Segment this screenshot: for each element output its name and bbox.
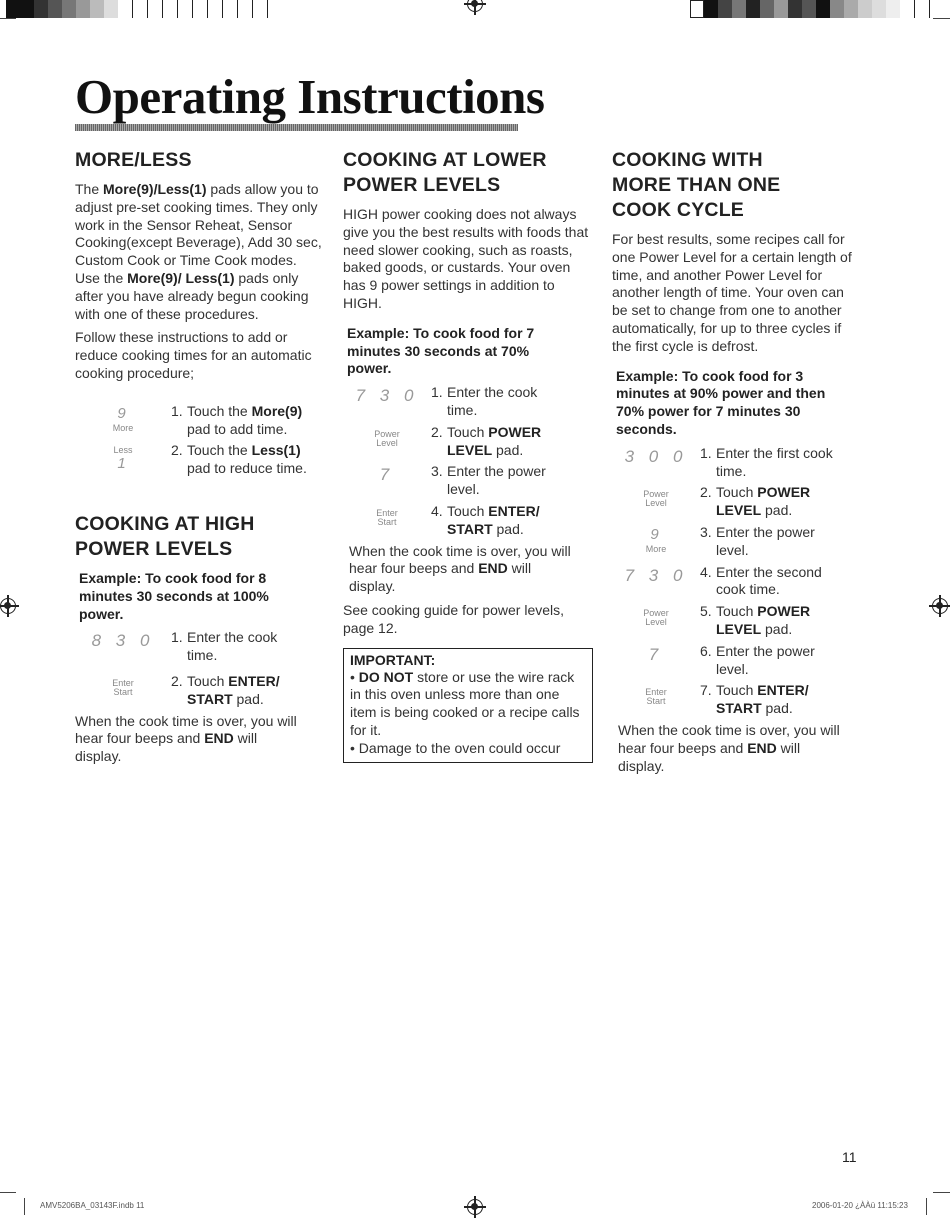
high-power-after: When the cook time is over, you will hear four beeps and END will display. <box>75 712 297 765</box>
more-less-intro: The More(9)/Less(1) pads allow you to adjust pre-set cooking times. They only work in the Sensor Reheat, Sensor Cooking(except Beverage), Add 30 sec, Custom Cook or Time Cook modes. Use the More(9)/ Less(1) pads only after you have already begun cooking with one of these procedures. <box>75 181 322 322</box>
high-power-step-1: 8 3 0 1. Enter the cook time. <box>75 629 325 665</box>
multi-cycle-after: When the cook time is over, you will hear four beeps and END will display. <box>618 721 840 774</box>
more-less-step-2: Less 1 2. Touch the Less(1) pad to reduce time. <box>75 442 325 478</box>
column-middle <box>343 148 593 763</box>
crop-mark <box>933 1192 950 1193</box>
important-item-2: • Damage to the oven could occur <box>350 739 561 756</box>
digit-7-icon: 7 <box>648 644 664 664</box>
registration-mark-icon <box>0 598 16 614</box>
multi-cycle-step-5: Power Level 5. Touch POWER LEVEL pad. <box>612 603 862 639</box>
multi-cycle-heading: COOKING WITH MORE THAN ONE COOK CYCLE <box>612 149 781 221</box>
lower-power-intro: HIGH power cooking does not always give you the best results with foods that need slower cooking, such as roasts, baked goods, or custards. Your oven has 9 power settings in addition to HIGH. <box>343 206 589 311</box>
footer-file-info: AMV5206BA_03143F.indb 11 <box>40 1201 145 1210</box>
page-title: Operating Instructions <box>75 69 545 124</box>
high-power-step-2: Enter Start 2. Touch ENTER/ START pad. <box>75 673 325 709</box>
crop-mark <box>24 1198 25 1215</box>
registration-mark-icon <box>467 1199 483 1215</box>
more-less-heading: MORE/LESS <box>75 149 192 171</box>
multi-cycle-step-4: 7 3 0 4. Enter the second cook time. <box>612 564 862 600</box>
multi-cycle-step-6: 7 6. Enter the power level. <box>612 643 862 679</box>
crop-mark <box>926 1198 927 1215</box>
multi-cycle-intro: For best results, some recipes call for one Power Level for a certain length of time, and another Power Level for another length of time. Your oven can be set to change from one to another automatically, for up to three cycles if the first cycle is defrost. <box>612 231 852 354</box>
lower-power-step-1: 7 3 0 1. Enter the cook time. <box>343 384 593 420</box>
multi-cycle-step-1: 3 0 0 1. Enter the first cook time. <box>612 445 862 481</box>
lower-power-step-2: Power Level 2. Touch POWER LEVEL pad. <box>343 424 593 460</box>
important-heading: IMPORTANT: <box>350 651 436 668</box>
title-rule <box>75 124 518 131</box>
less-pad-icon: Less 1 <box>113 445 133 473</box>
color-bar-right <box>690 0 930 18</box>
crop-mark <box>0 18 16 19</box>
digits-730-icon: 7 3 0 <box>624 565 688 585</box>
page-number: 11 <box>842 1149 857 1165</box>
multi-cycle-step-7: Enter Start 7. Touch ENTER/ START pad. <box>612 682 862 718</box>
lower-power-heading: COOKING AT LOWER POWER LEVELS <box>343 149 547 196</box>
power-level-pad-icon: Power Level <box>374 428 400 448</box>
enter-start-pad-icon: Enter Start <box>112 677 134 697</box>
crop-mark <box>933 18 950 19</box>
multi-cycle-example: Example: To cook food for 3 minutes at 90% power and then 70% power for 7 minutes 30 seconds. <box>616 367 826 437</box>
power-level-pad-icon: Power Level <box>643 489 669 509</box>
footer-timestamp: 2006-01-20 ¿ÀÀü 11:15:23 <box>812 1201 908 1210</box>
power-level-pad-icon: Power Level <box>643 608 669 628</box>
high-power-heading: COOKING AT HIGH POWER LEVELS <box>75 512 255 560</box>
registration-mark-icon <box>932 598 948 614</box>
lower-power-example: Example: To cook food for 7 minutes 30 seconds at 70% power. <box>347 324 535 377</box>
lower-power-step-4: Enter Start 4. Touch ENTER/ START pad. <box>343 503 593 539</box>
more-less-instructions: Follow these instructions to add or reduce cooking times for an automatic cooking procedure; <box>75 329 312 381</box>
column-left <box>75 148 325 772</box>
column-right <box>612 148 862 781</box>
important-item-1: • DO NOT store or use the wire rack in this oven unless more than one item is being cooked or a recipe calls for it. <box>350 668 580 738</box>
lower-power-see-guide: See cooking guide for power levels, page 12. <box>343 601 565 636</box>
lower-power-after: When the cook time is over, you will hear four beeps and END will display. <box>349 542 571 595</box>
enter-start-pad-icon: Enter Start <box>376 507 398 527</box>
color-bar-left <box>6 0 268 18</box>
more-pad-icon: 9 More <box>112 404 134 433</box>
multi-cycle-step-3: 9 More 3. Enter the power level. <box>612 524 862 560</box>
high-power-example: Example: To cook food for 8 minutes 30 seconds at 100% power. <box>79 569 269 622</box>
lower-power-step-3: 7 3. Enter the power level. <box>343 463 593 499</box>
registration-mark-icon <box>467 0 483 12</box>
more-pad-icon: 9 More <box>645 525 667 554</box>
enter-start-pad-icon: Enter Start <box>645 687 667 707</box>
multi-cycle-step-2: Power Level 2. Touch POWER LEVEL pad. <box>612 484 862 520</box>
digits-830-icon: 8 3 0 <box>91 631 155 651</box>
more-less-step-1: 9 More 1. Touch the More(9) pad to add time. <box>75 403 325 439</box>
important-box <box>343 648 593 763</box>
digits-730-icon: 7 3 0 <box>355 386 419 406</box>
digits-300-icon: 3 0 0 <box>624 446 688 466</box>
digit-7-icon: 7 <box>379 465 395 485</box>
crop-mark <box>0 1192 16 1193</box>
